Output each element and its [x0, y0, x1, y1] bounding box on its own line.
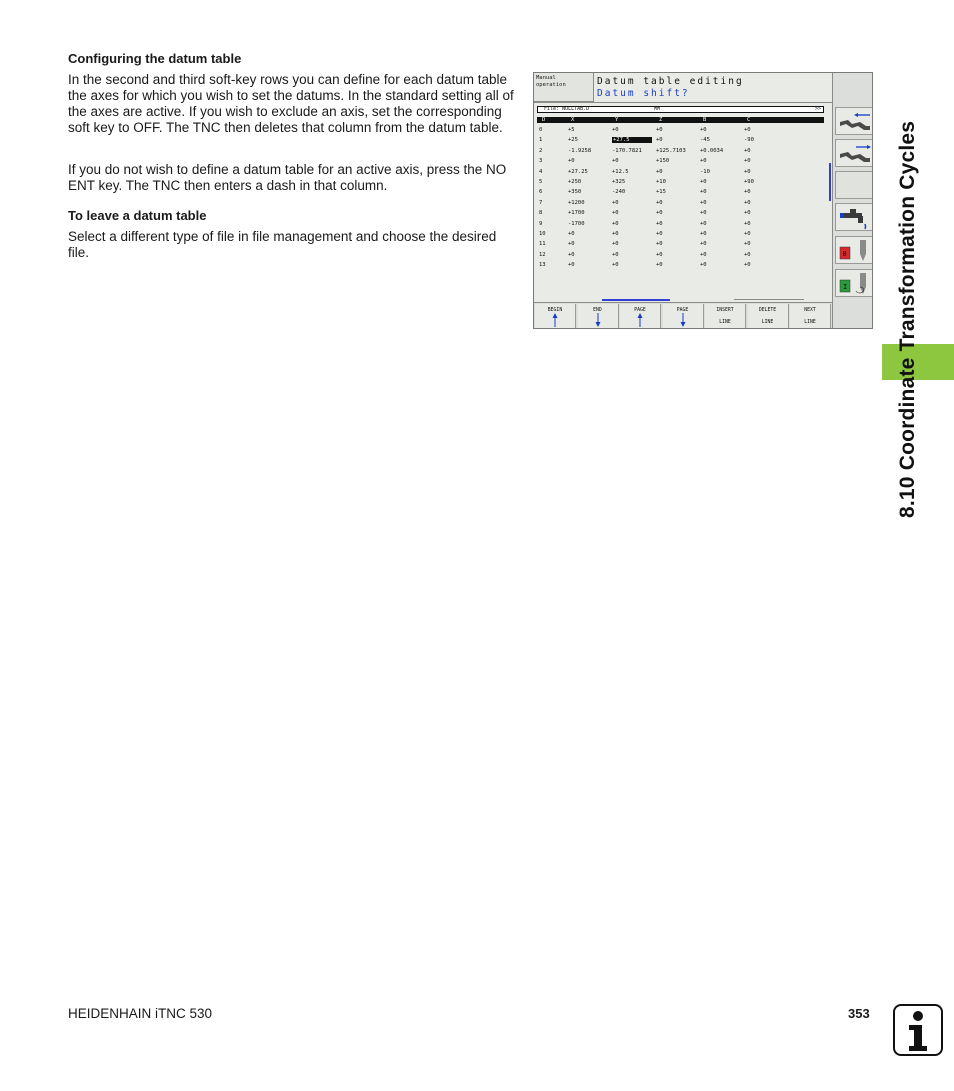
info-icon: [893, 1004, 943, 1056]
chapter-title: 8.10 Coordinate Transformation Cycles: [896, 120, 919, 518]
table-cell[interactable]: +0: [656, 241, 663, 248]
footer-product: HEIDENHAIN iTNC 530: [68, 1006, 213, 1021]
table-cell[interactable]: 9: [539, 220, 543, 227]
section-heading-leave: To leave a datum table: [68, 208, 207, 223]
table-cell[interactable]: 12: [539, 251, 546, 258]
table-cell[interactable]: 0: [539, 127, 543, 133]
table-cell[interactable]: +0: [700, 241, 707, 248]
table-cell[interactable]: +0: [700, 251, 707, 258]
page-number: 353: [848, 1006, 870, 1021]
table-cell[interactable]: +150: [656, 158, 670, 165]
table-cell[interactable]: +350: [568, 189, 582, 196]
softkey-label: PAGE: [676, 308, 689, 313]
table-cell[interactable]: -90: [744, 137, 754, 144]
paragraph-no-ent: If you do not wish to define a datum table for an active axis, press the NO ENT key. The TNC then enters a dash in that column.: [68, 162, 507, 193]
spindle-on-icon: [836, 270, 873, 298]
table-cell[interactable]: +27.25: [568, 168, 588, 175]
table-cell[interactable]: +0: [700, 262, 707, 269]
softkey-insert-line[interactable]: [705, 304, 746, 329]
file-bar: [537, 106, 824, 113]
table-cell[interactable]: +12.5: [612, 168, 629, 175]
table-cell[interactable]: +0: [700, 231, 707, 237]
table-cell[interactable]: -45: [700, 137, 710, 144]
table-cell[interactable]: +0: [656, 168, 663, 175]
softkey-label: PAGE: [634, 308, 646, 313]
table-cell[interactable]: -170.7821: [612, 147, 642, 154]
mode-line-1: Manual: [536, 75, 556, 81]
table-cell[interactable]: 1: [539, 137, 543, 144]
table-cell[interactable]: +0: [612, 210, 619, 217]
table-cell[interactable]: +325: [612, 179, 626, 185]
spindle-off-icon: [836, 237, 873, 265]
softkey-row-indicator: [602, 299, 670, 301]
coolant-key[interactable]: [835, 203, 873, 231]
table-cell[interactable]: +0: [744, 158, 751, 165]
softkey-delete-line[interactable]: [748, 304, 789, 329]
table-cell[interactable]: +0: [744, 168, 751, 175]
table-cell[interactable]: +0: [744, 251, 751, 258]
table-cell[interactable]: +0: [612, 262, 619, 269]
svg-text:0: 0: [842, 250, 847, 258]
file-name: File: NULLTAB.D: [544, 106, 590, 112]
column-header-c: C: [747, 117, 751, 123]
table-cell[interactable]: +15: [656, 189, 666, 196]
table-cell[interactable]: +0: [612, 199, 619, 206]
softkey-page-up[interactable]: [620, 304, 661, 329]
softkey-bar: [534, 302, 832, 329]
table-cell[interactable]: +0: [744, 189, 751, 196]
table-cell[interactable]: +0: [700, 220, 707, 227]
table-cell[interactable]: +0: [744, 241, 751, 248]
softkey-label: DELETE: [758, 308, 777, 313]
table-cell[interactable]: 5: [539, 179, 543, 185]
arrow-up-icon: [551, 313, 559, 327]
operating-mode-box: [534, 73, 594, 102]
file-unit: MM: [654, 106, 661, 112]
softkey-page-down[interactable]: [663, 304, 704, 329]
table-cell[interactable]: +0: [700, 158, 707, 165]
table-cell-cursor[interactable]: +27.5: [612, 137, 652, 143]
table-cell[interactable]: +0: [700, 179, 707, 185]
table-cell[interactable]: 8: [539, 210, 543, 217]
table-cell[interactable]: 7: [539, 199, 543, 206]
table-cell[interactable]: +0: [612, 220, 619, 227]
arrow-up-icon: [636, 313, 644, 327]
table-cell[interactable]: 10: [539, 231, 546, 237]
column-header-z: Z: [659, 117, 663, 123]
column-header-d: D: [542, 117, 546, 123]
paragraph-configuring: In the second and third soft-key rows you can define for each datum table the axes for which you wish to set the datums. In the standard setting all of the axes are active. If you wish to exclude an axis, set the corresponding soft key to OFF. The TNC then deletes that column from the datum table.: [68, 72, 514, 135]
tnc-screenshot: [533, 72, 873, 329]
table-cell[interactable]: +0: [656, 137, 663, 144]
table-cell[interactable]: +0: [744, 231, 751, 237]
table-cell[interactable]: +0: [656, 210, 663, 217]
table-cell[interactable]: +0: [744, 147, 751, 154]
table-cell[interactable]: -240: [612, 189, 626, 196]
screen-prompt: Datum shift?: [597, 88, 690, 99]
table-cell[interactable]: 11: [539, 241, 546, 248]
column-header-y: Y: [615, 117, 619, 123]
vertical-softkey-panel: [832, 73, 873, 329]
softkey-label-2: LINE: [761, 320, 774, 325]
tool-move-right-icon: [836, 140, 873, 168]
table-cell[interactable]: +0: [612, 231, 619, 237]
arrow-down-icon: [594, 313, 602, 327]
table-cell[interactable]: +0: [568, 158, 575, 165]
table-cell[interactable]: +5: [568, 127, 575, 133]
table-cell[interactable]: +0: [656, 220, 663, 227]
table-cell[interactable]: -1700: [568, 220, 585, 227]
file-more-arrow: >>: [814, 106, 821, 112]
table-cell[interactable]: +0: [700, 189, 707, 196]
table-cell[interactable]: 4: [539, 168, 543, 175]
table-cell[interactable]: +90: [744, 179, 754, 185]
column-header-x: X: [571, 117, 575, 123]
softkey-end-down[interactable]: [578, 304, 619, 329]
move-right-key[interactable]: [835, 139, 873, 167]
table-cell[interactable]: +125.7103: [656, 147, 686, 154]
empty-key[interactable]: [835, 171, 873, 199]
column-header-b: B: [703, 117, 707, 123]
table-cell[interactable]: +1200: [568, 199, 585, 206]
table-cell[interactable]: +0: [744, 210, 751, 217]
softkey-next-line[interactable]: [790, 304, 831, 329]
table-cell[interactable]: +250: [568, 179, 582, 185]
table-cell[interactable]: -10: [700, 168, 710, 175]
table-cell[interactable]: +0: [612, 241, 619, 248]
table-cell[interactable]: +0: [744, 262, 751, 269]
table-cell[interactable]: +0: [744, 127, 751, 133]
coolant-tap-icon: [836, 204, 873, 232]
table-cell[interactable]: 6: [539, 189, 543, 196]
paragraph-leave: Select a different type of file in file management and choose the desired file.: [68, 229, 497, 260]
table-header: [537, 117, 824, 123]
mode-line-2: operation: [536, 82, 566, 88]
table-cell[interactable]: +0: [656, 199, 663, 206]
softkey-row-indicator-2: [734, 299, 804, 300]
table-cell[interactable]: +0: [568, 251, 575, 258]
section-heading-configuring: Configuring the datum table: [68, 51, 242, 66]
table-cell[interactable]: +0: [744, 199, 751, 206]
move-left-key[interactable]: [835, 107, 873, 135]
softkey-label: END: [593, 308, 602, 313]
softkey-label-2: LINE: [719, 320, 731, 325]
table-cell[interactable]: +0: [700, 127, 707, 133]
spindle-start-key[interactable]: [835, 269, 873, 297]
table-cell[interactable]: +0: [744, 220, 751, 227]
table-cell[interactable]: +0: [612, 251, 619, 258]
softkey-label: INSERT: [716, 308, 734, 313]
tool-move-left-icon: [836, 108, 873, 136]
table-cell[interactable]: +0: [656, 262, 663, 269]
svg-text:I: I: [843, 283, 848, 291]
softkey-label: BEGIN: [547, 308, 563, 313]
table-cell[interactable]: +0: [656, 251, 663, 258]
table-cell[interactable]: 13: [539, 262, 546, 269]
table-cell[interactable]: +25: [568, 137, 578, 144]
screen-title: Datum table editing: [597, 76, 744, 87]
table-cell[interactable]: -1.9258: [568, 147, 592, 154]
table-cell[interactable]: +0: [568, 231, 575, 237]
title-divider: [534, 102, 832, 103]
softkey-begin-up[interactable]: [535, 304, 576, 329]
softkey-label-2: LINE: [804, 320, 816, 325]
table-cell[interactable]: +0: [656, 127, 663, 133]
table-cell[interactable]: +0: [568, 262, 575, 269]
table-cell[interactable]: +10: [656, 179, 666, 185]
table-cell[interactable]: +0: [656, 231, 663, 237]
table-cell[interactable]: +0: [700, 210, 707, 217]
spindle-stop-key[interactable]: [835, 236, 873, 264]
table-cell[interactable]: +1700: [568, 210, 585, 217]
table-cell[interactable]: +0: [568, 241, 575, 248]
table-cell[interactable]: 3: [539, 158, 543, 165]
table-cell[interactable]: +0: [612, 158, 619, 165]
arrow-down-icon: [679, 313, 687, 327]
table-cell[interactable]: 2: [539, 147, 543, 154]
table-cell[interactable]: +0: [612, 127, 619, 133]
table-cell[interactable]: +0: [700, 199, 707, 206]
softkey-label: NEXT: [804, 308, 816, 313]
scroll-indicator: [829, 163, 831, 201]
table-cell[interactable]: +0.0034: [700, 147, 724, 154]
